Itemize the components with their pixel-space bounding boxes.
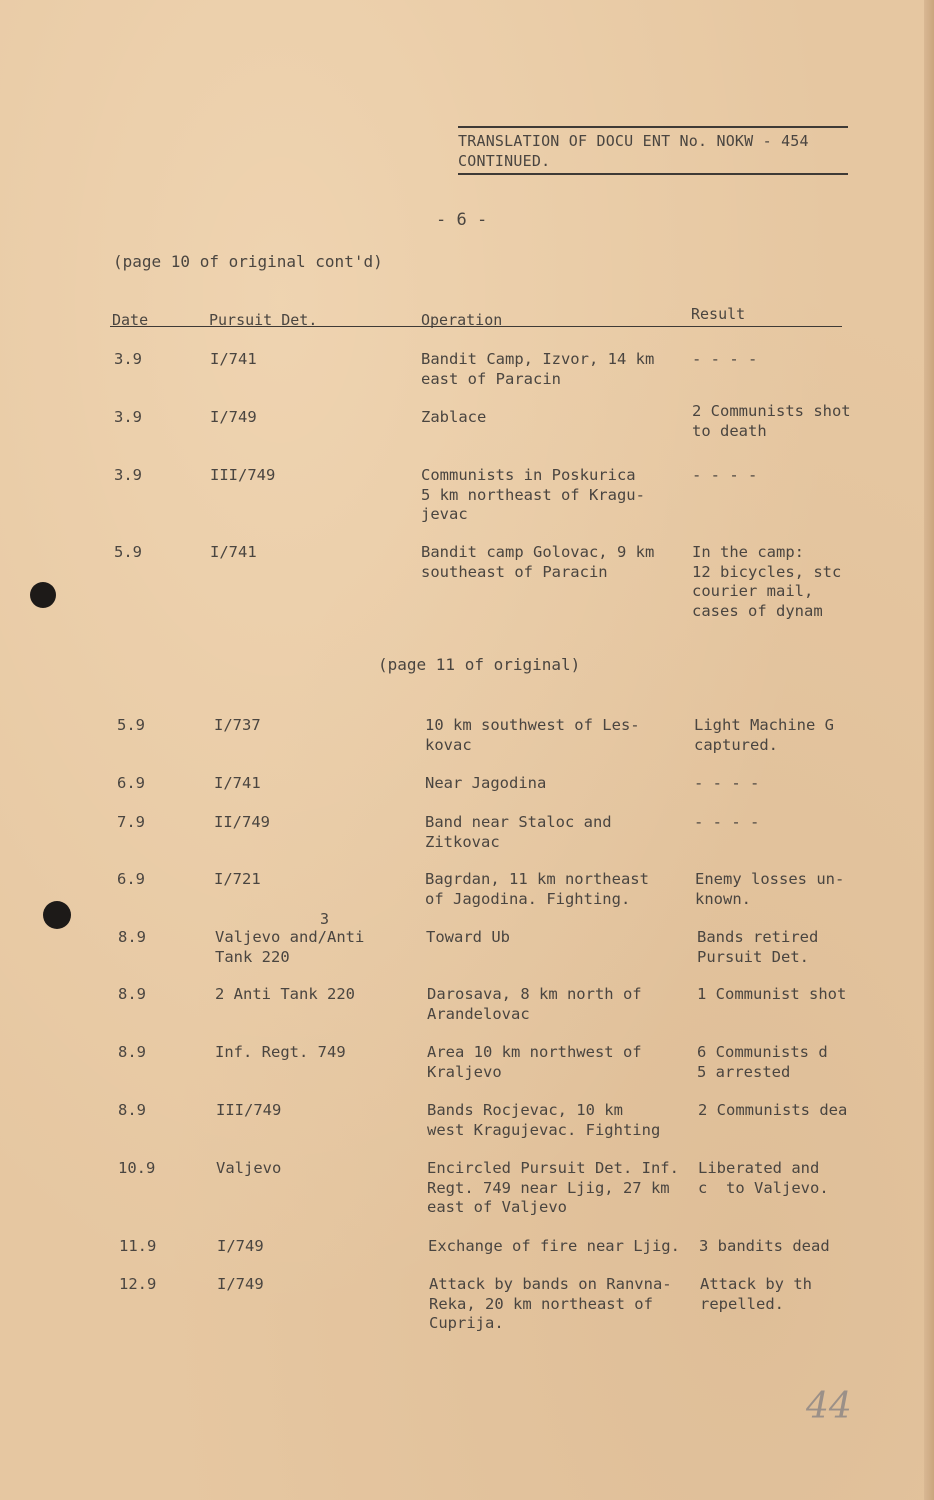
column-header-pursuit-det: Pursuit Det. [209,311,318,329]
handwritten-page-mark: 44 [806,1386,852,1427]
superscript-annotation: 3 [320,910,330,928]
row-pursuit-det: Valjevo and/Anti Tank 220 [215,928,365,966]
row-operation: Attack by bands on Ranvna- Reka, 20 km northeast of Cuprija. [429,1275,672,1332]
page-note-mid: (page 11 of original) [378,655,581,674]
row-operation: Area 10 km northwest of Kraljevo [427,1043,642,1081]
page-number: - 6 - [436,210,488,230]
row-date: 8.9 [118,1101,146,1119]
row-date: 10.9 [118,1159,156,1177]
punch-hole-bottom [43,901,71,929]
row-result: Bands retired Pursuit Det. [697,928,819,966]
row-date: 11.9 [119,1237,157,1255]
row-operation: Encircled Pursuit Det. Inf. Regt. 749 near Ljig, 27 km east of Valjevo [427,1159,679,1216]
row-operation: Bagrdan, 11 km northeast of Jagodina. Fighting. [425,870,649,908]
row-result: Enemy losses un- known. [695,870,845,908]
row-date: 5.9 [114,543,142,561]
row-result: 1 Communist shot [697,985,847,1003]
row-operation: Communists in Poskurica 5 km northeast of Kragu- jevac [421,466,645,523]
column-header-result: Result [691,305,746,323]
row-pursuit-det: III/749 [210,466,276,484]
header-line-1: TRANSLATION OF DOCU ENT No. NOKW - 454 [458,132,809,150]
header-rule-bottom [458,173,848,175]
page-edge [924,0,934,1500]
row-pursuit-det: III/749 [216,1101,282,1119]
row-result: - - - - [694,774,760,792]
row-operation: Band near Staloc and Zitkovac [425,813,612,851]
translation-header [458,126,848,175]
row-pursuit-det: Valjevo [216,1159,282,1177]
row-date: 3.9 [114,350,142,368]
row-result: Liberated and c to Valjevo. [698,1159,829,1197]
row-result: - - - - [692,466,758,484]
row-result: 2 Communists shot to death [692,402,851,440]
row-date: 12.9 [119,1275,157,1293]
row-pursuit-det: I/737 [214,716,261,734]
row-result: Light Machine G captured. [694,716,834,754]
row-date: 3.9 [114,466,142,484]
row-date: 6.9 [117,774,145,792]
row-result: Attack by th repelled. [700,1275,812,1313]
row-operation: Bandit Camp, Izvor, 14 km east of Paracin [421,350,655,388]
row-date: 6.9 [117,870,145,888]
row-operation: Bandit camp Golovac, 9 km southeast of Paracin [421,543,655,581]
column-header-date: Date [112,311,149,329]
column-header-rule [110,326,842,327]
row-operation: Darosava, 8 km north of Arandelovac [427,985,642,1023]
row-operation: 10 km southwest of Les- kovac [425,716,640,754]
row-operation: Exchange of fire near Ljig. [428,1237,680,1255]
row-date: 7.9 [117,813,145,831]
row-pursuit-det: I/721 [214,870,261,888]
row-pursuit-det: I/749 [217,1237,264,1255]
row-pursuit-det: Inf. Regt. 749 [215,1043,346,1061]
row-result: 2 Communists dea [698,1101,848,1119]
row-pursuit-det: I/749 [217,1275,264,1293]
page-note-top: (page 10 of original cont'd) [113,252,383,271]
row-operation: Bands Rocjevac, 10 km west Kragujevac. Fighting [427,1101,661,1139]
row-pursuit-det: I/741 [210,543,257,561]
row-date: 8.9 [118,985,146,1003]
row-pursuit-det: II/749 [214,813,270,831]
row-pursuit-det: I/749 [210,408,257,426]
row-pursuit-det: I/741 [214,774,261,792]
row-result: In the camp: 12 bicycles, stc courier mail, cases of dynam [692,543,842,620]
row-operation: Toward Ub [426,928,510,946]
row-result: - - - - [692,350,758,368]
row-date: 5.9 [117,716,145,734]
row-pursuit-det: I/741 [210,350,257,368]
header-rule-top [458,126,848,128]
header-line-2: CONTINUED. [458,152,551,170]
row-result: 6 Communists d 5 arrested [697,1043,828,1081]
row-date: 3.9 [114,408,142,426]
row-operation: Zablace [421,408,487,426]
row-result: - - - - [694,813,760,831]
row-date: 8.9 [118,928,146,946]
row-result: 3 bandits dead [699,1237,830,1255]
row-operation: Near Jagodina [425,774,547,792]
row-date: 8.9 [118,1043,146,1061]
row-pursuit-det: 2 Anti Tank 220 [215,985,355,1003]
punch-hole-top [30,582,56,608]
column-header-operation: Operation [421,311,503,329]
